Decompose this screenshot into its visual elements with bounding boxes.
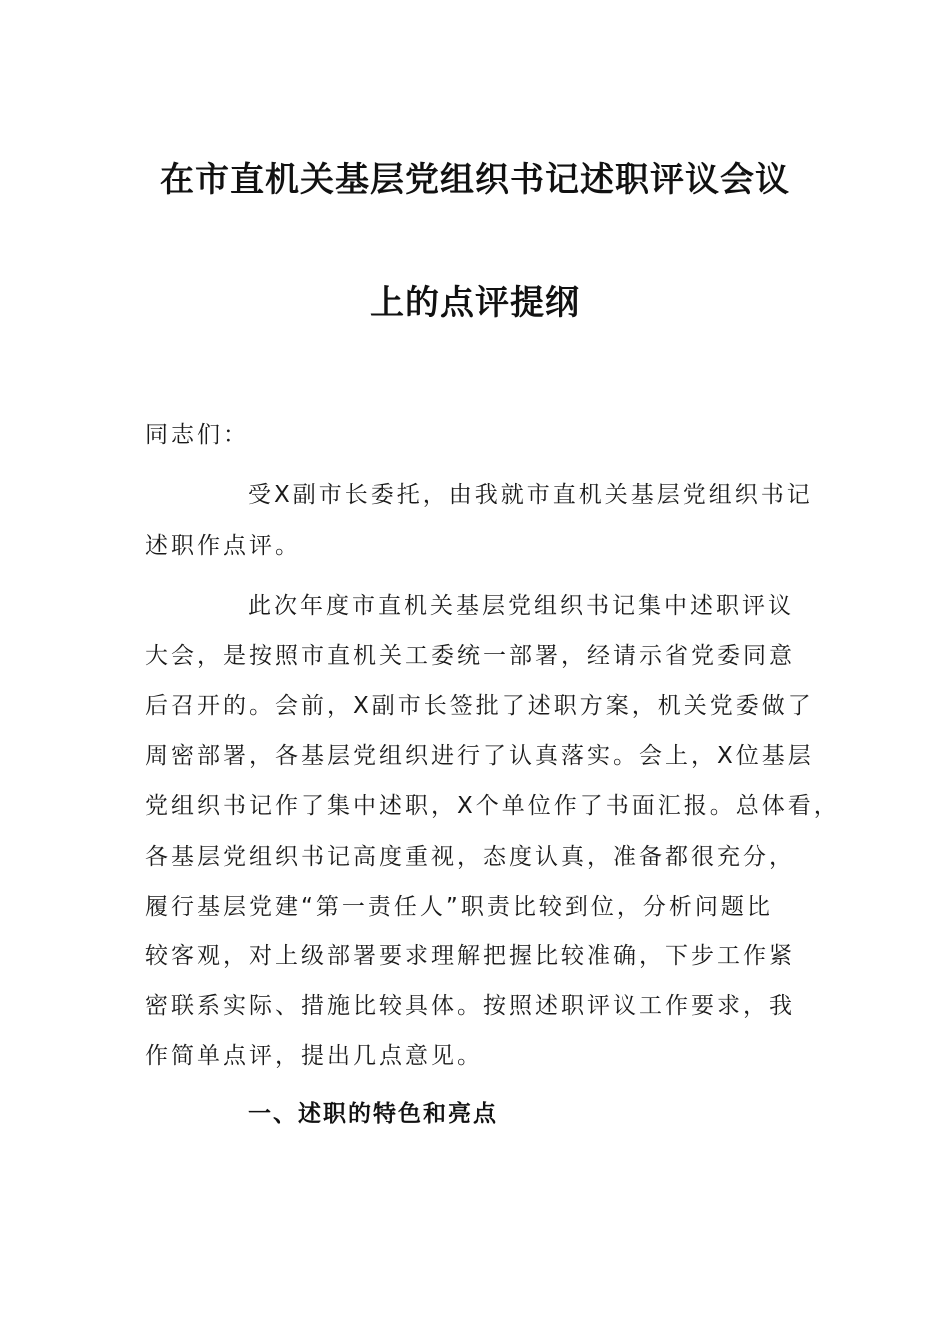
document-title-line-1: 在市直机关基层党组织书记述职评议会议 — [160, 160, 790, 200]
paragraph-2-line: 履行基层党建“第一责任人”职责比较到位，分析问题比 — [145, 894, 773, 920]
paragraph-2-line: 党组织书记作了集中述职，X个单位作了书面汇报。总体看， — [145, 793, 840, 819]
paragraph-2-line: 各基层党组织书记高度重视，态度认真，准备都很充分， — [145, 844, 795, 870]
document-title-line-2: 上的点评提纲 — [370, 283, 580, 323]
paragraph-2-line: 较客观，对上级部署要求理解把握比较准确，下步工作紧 — [145, 943, 795, 969]
paragraph-2-line: 作简单点评，提出几点意见。 — [145, 1043, 483, 1069]
section-heading: 一、述职的特色和亮点 — [248, 1100, 498, 1127]
paragraph-1-line: 述职作点评。 — [145, 533, 301, 559]
paragraph-2-line: 此次年度市直机关基层党组织书记集中述职评议 — [248, 593, 794, 619]
paragraph-2-line: 周密部署，各基层党组织进行了认真落实。会上，X位基层 — [145, 743, 814, 769]
paragraph-2-line: 大会，是按照市直机关工委统一部署，经请示省党委同意 — [145, 643, 795, 669]
salutation: 同志们： — [145, 422, 249, 448]
paragraph-2-line: 密联系实际、措施比较具体。按照述职评议工作要求，我 — [145, 993, 795, 1019]
paragraph-2-line: 后召开的。会前，X副市长签批了述职方案，机关党委做了 — [145, 693, 814, 719]
paragraph-1-line: 受X副市长委托，由我就市直机关基层党组织书记 — [248, 482, 813, 508]
